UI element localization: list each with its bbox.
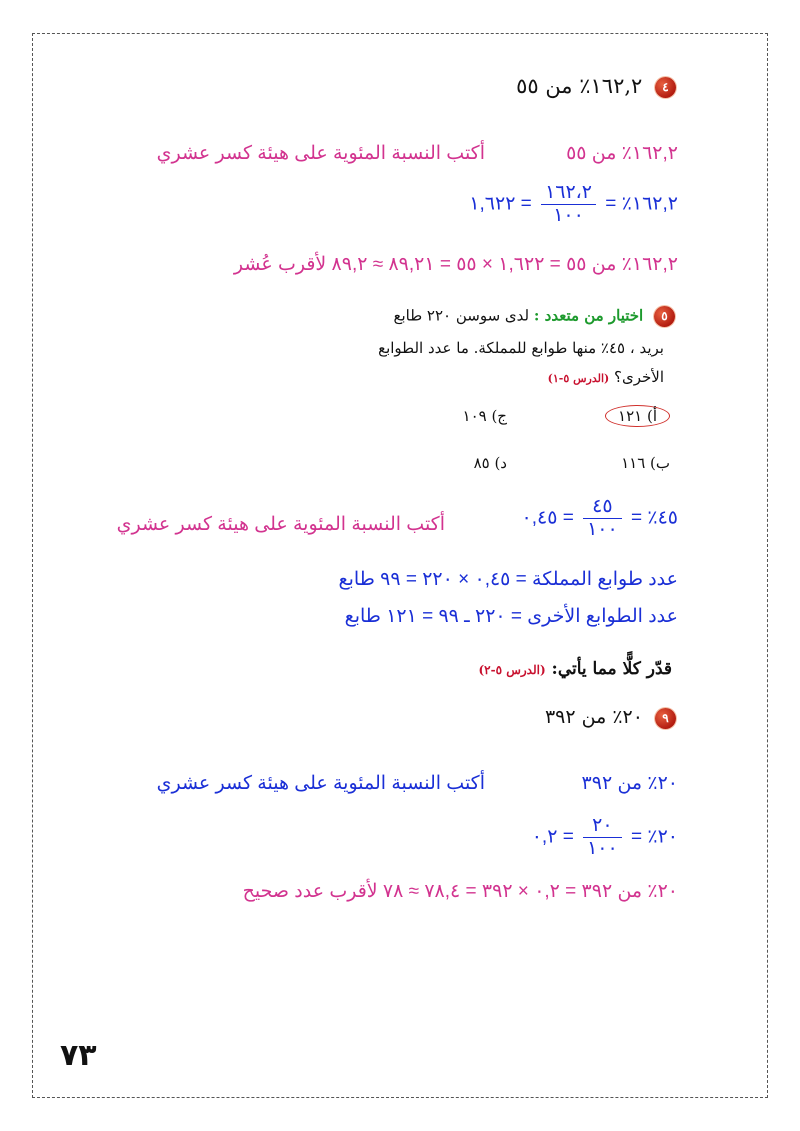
problem-5-line2: بريد ، ٤٥٪ منها طوابع للمملكة. ما عدد الطوابع [378,339,664,357]
problem-9-numerator: ٢٠ [583,816,622,838]
problem-5-label: اختيار من متعدد : [533,306,644,325]
problem-4-numerator: ١٦٢،٢ [541,183,596,205]
problem-9-denominator: ١٠٠ [587,838,618,859]
problem-4-denominator: ١٠٠ [553,205,584,226]
problem-5-line1: لدى سوسن ٢٢٠ طابع [393,306,530,325]
problem-5-line3: الأخرى؟ [614,368,664,386]
option-d[interactable]: د) ٨٥ [473,454,507,472]
problem-4-header [516,74,676,98]
option-a[interactable] [605,405,670,427]
problem-5-header [393,306,675,327]
problem-9-header [545,706,676,729]
option-c[interactable]: ج) ١٠٩ [462,407,507,425]
problem-4-step1-value: ١٦٢,٢٪ من ٥٥ [566,143,678,164]
problem-5-kingdom-count: عدد طوابع المملكة = ٠,٤٥ × ٢٢٠ = ٩٩ طابع [338,569,678,590]
problem-4-fraction-row: ١٦٢,٢٪ = $\frac{١٦٢،٢}{١٠٠}$ = ١,٦٢٢ [469,182,678,226]
option-a-label: أ) [646,407,657,425]
problem-9-badge: ٩ [655,708,676,729]
problem-5-line3-row [548,368,664,386]
problem-5-badge: ٥ [654,306,675,327]
problem-5-numerator: ٤٥ [583,497,622,519]
option-a-value: ١٢١ [618,407,643,425]
problem-5-note: أكتب النسبة المئوية على هيئة كسر عشري [116,514,445,535]
problem-9-question: ٢٠٪ من ٣٩٢ [544,706,643,728]
option-b[interactable]: ب) ١١٦ [621,454,670,472]
problem-4-decimal: ١,٦٢٢ [469,193,516,215]
estimate-heading-row [478,659,672,679]
problem-4-step1-note: أكتب النسبة المئوية على هيئة كسر عشري [156,143,485,164]
estimate-heading: قدّر كلًّا مما يأتي: [551,659,672,679]
problem-5-percent: ٤٥٪ [647,507,678,529]
problem-5-others-count: عدد الطوابع الأخرى = ٢٢٠ ـ ٩٩ = ١٢١ طابع [344,606,678,627]
problem-5-decimal: ٠,٤٥ [521,507,558,529]
problem-9-step1-value: ٢٠٪ من ٣٩٢ [581,773,678,794]
problem-5-denominator: ١٠٠ [587,519,618,540]
problem-4-fraction [541,183,596,226]
problem-9-step3: ٢٠٪ من ٣٩٢ = ٠,٢ × ٣٩٢ = ٧٨,٤ ≈ ٧٨ لأقرب عدد صحيح [242,881,678,902]
problem-4-step3: ١٦٢,٢٪ من ٥٥ = ١,٦٢٢ × ٥٥ = ٨٩,٢١ ≈ ٨٩,٢ لأقرب عُشر [233,254,678,275]
problem-9-decimal: ٠,٢ [531,826,558,848]
problem-9-step1-note: أكتب النسبة المئوية على هيئة كسر عشري [156,773,485,794]
problem-9-fraction-row: ٢٠٪ = $\frac{٢٠}{١٠٠}$ = ٠,٢ [531,815,678,859]
problem-5-lesson: (الدرس ٥-١) [547,372,610,385]
problem-9-fraction [583,816,622,859]
problem-4-question: ١٦٢,٢٪ من ٥٥ [516,74,643,98]
page-number: ٧٣ [60,1038,97,1073]
option-a-circle [605,405,670,427]
problem-5-fraction-row: ٤٥٪ = $\frac{٤٥}{١٠٠}$ = ٠,٤٥ [521,496,678,540]
problem-4-percent: ١٦٢,٢٪ [621,193,678,215]
problem-5-fraction [583,497,622,540]
problem-9-percent: ٢٠٪ [647,826,678,848]
estimate-lesson: (الدرس ٥-٢) [478,663,546,677]
problem-4-badge: ٤ [655,77,676,98]
